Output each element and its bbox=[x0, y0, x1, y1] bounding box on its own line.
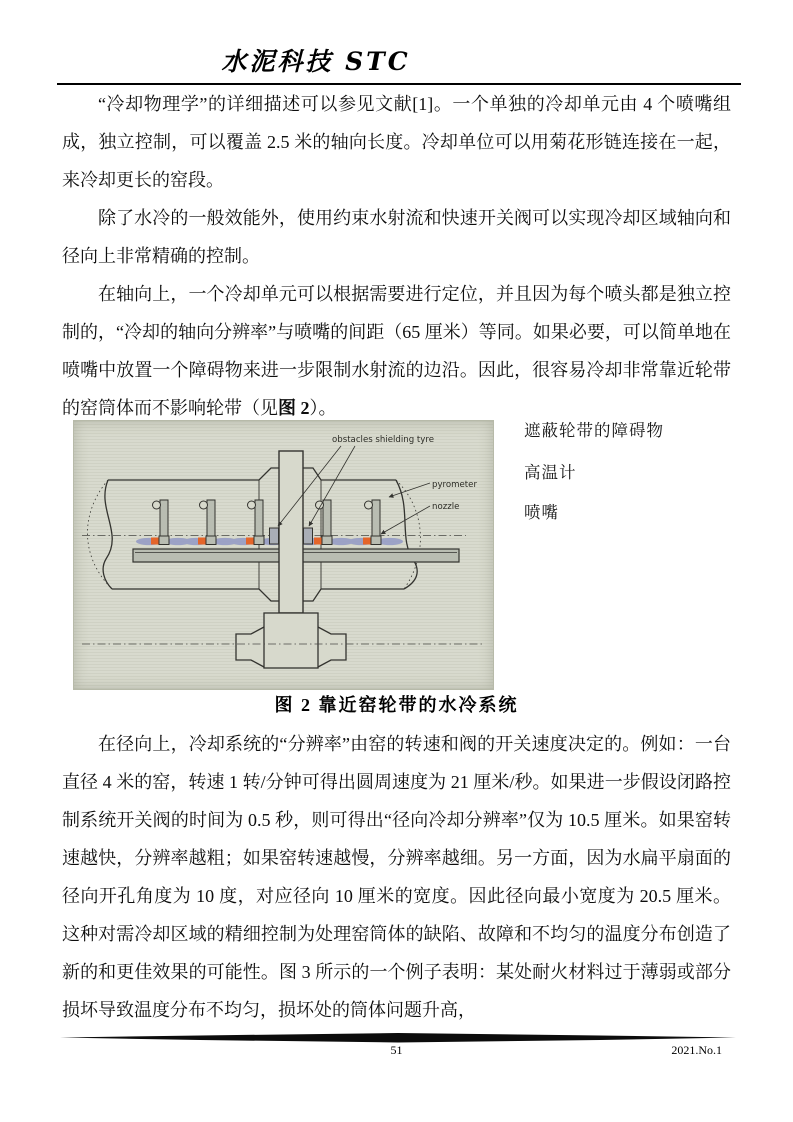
page-number: 51 bbox=[390, 1043, 403, 1057]
body-text-upper bbox=[62, 85, 731, 427]
figure-2-reference: 图 2 bbox=[278, 398, 310, 418]
nozzle-label: nozzle bbox=[432, 502, 460, 512]
obstacles-label: obstacles shielding tyre bbox=[332, 435, 434, 445]
paragraph-3-text: 在轴向上，一个冷却单元可以根据需要进行定位，并且因为每个喷头都是独立控制的，“冷却的轴向分辨率”与喷嘴的间距（65 厘米）等同。如果必要，可以简单地在喷嘴中放置一个障碍物来进一步限制水射流的边沿。因此，很容易冷却非常靠近轮带的窑筒体而不影响轮带（见 bbox=[62, 284, 731, 418]
cooling-system-diagram bbox=[74, 421, 493, 689]
pyrometer-nozzle-unit bbox=[363, 500, 381, 545]
paragraph-3 bbox=[62, 275, 731, 427]
nozzle-unit bbox=[314, 500, 332, 545]
kiln-tyre bbox=[279, 451, 303, 613]
nozzle-unit bbox=[198, 500, 216, 545]
nozzle-tip bbox=[151, 538, 159, 545]
paragraph-4: 在径向上，冷却系统的“分辨率”由窑的转速和阀的开关速度决定的。例如：一台直径 4 米的窑，转速 1 转/分钟可得出圆周速度为 21 厘米/秒。如果进一步假设闭路控制系统开关阀的时间为 0.5 秒，则可得出“径向冷却分辨率”仅为 10.5 厘米。如果窑转速越快，分辨率越粗；如果窑转速越慢，分辨率越细。另一方面，因为水扁平扇面的径向开孔角度为 10 度，对应径向 10 厘米的宽度。因此径向最小宽度为 20.5 厘米。这种对需冷却区域的精细控制为处理窑筒体的缺陷、故障和不均匀的温度分布创造了新的和更佳效果的可能性。图 3 所示的一个例子表明：某处耐火材料过于薄弱或部分损坏导致温度分布不均匀，损坏处的筒体问题升高， bbox=[62, 734, 731, 1020]
nozzle-tip bbox=[363, 538, 371, 545]
figure-side-label-obstacles: 遮蔽轮带的障碍物 bbox=[524, 421, 664, 440]
nozzle-unit bbox=[246, 500, 264, 545]
pyrometer-label: pyrometer bbox=[432, 480, 477, 490]
body-text-lower bbox=[62, 725, 731, 1029]
nozzle-posts bbox=[151, 500, 381, 545]
nozzle-tip bbox=[198, 538, 206, 545]
figure-2-image bbox=[73, 420, 494, 690]
paragraph-3-tail: ）。 bbox=[309, 398, 337, 418]
pyrometer-arrow bbox=[389, 483, 430, 497]
shell-break-left bbox=[103, 480, 112, 589]
nozzle-tip bbox=[314, 538, 322, 545]
nozzle-tip bbox=[246, 538, 254, 545]
journal-title: 水泥科技 STC bbox=[221, 47, 411, 76]
figure-side-label-nozzle: 喷嘴 bbox=[524, 503, 559, 522]
kiln-shell bbox=[87, 468, 420, 601]
support-roller bbox=[236, 613, 346, 668]
issue-label: 2021.No.1 bbox=[671, 1043, 722, 1057]
shell-break-right bbox=[396, 480, 417, 589]
paragraph-2: 除了水冷的一般效能外，使用约束水射流和快速开关阀可以实现冷却区域轴向和径向上非常精确的控制。 bbox=[62, 208, 731, 266]
figure-2-caption: 图 2 靠近窑轮带的水冷系统 bbox=[274, 695, 519, 715]
nozzle-unit bbox=[151, 500, 169, 545]
figure-side-label-pyrometer: 高温计 bbox=[524, 463, 577, 482]
paragraph-1: “冷却物理学”的详细描述可以参见文献[1]。一个单独的冷却单元由 4 个喷嘴组成，独立控制，可以覆盖 2.5 米的轴向长度。冷却单位可以用菊花形链连接在一起，来冷却更长的窑段。 bbox=[62, 94, 731, 190]
